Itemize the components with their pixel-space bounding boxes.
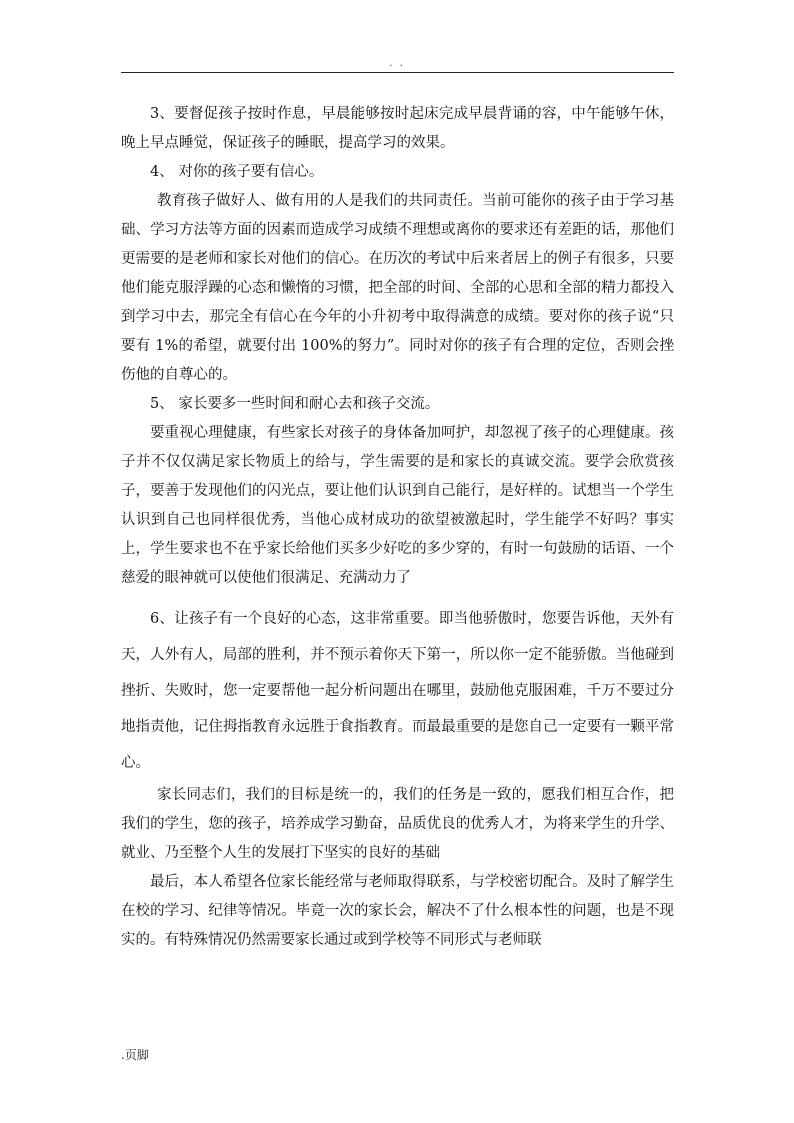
paragraph-closing-appeal: 家长同志们，我们的目标是统一的，我们的任务是一致的，愿我们相互合作，把我们的学生，您的孩子，培养成学习勤奋，品质优良的优秀人才，为将来学生的升学、就业、乃至整个人生的发展打下坚实的良好的基础	[121, 787, 674, 861]
heading-item-4: 4、 对你的孩子要有信心。	[150, 164, 324, 180]
paragraph-confidence: 教育孩子做好人、做有用的人是我们的共同责任。当前可能你的孩子由于学习基础、学习方法等方面的因素而造成学习成绩不理想或离你的要求还有差距的话，那他们更需要的是老师和家长对他们的信心。在历次的考试中后来者居上的例子有很多，只要他们能克服浮躁的心态和懒惰的习惯，把全部的时间、全部的心思和全部的精力都投入到学习中去，那完全有信心在今年的小升初考中取得满意的成绩。要对你的孩子说“只要有 1%的希望，就要付出 100%的努力”。同时对你的孩子有合理的定位，否则会挫伤他的自尊心的。	[121, 193, 674, 383]
paragraph-spacer	[121, 593, 674, 601]
page-header: . .	[389, 58, 405, 69]
document-body	[121, 100, 674, 955]
paragraph-item-6: 6、让孩子有一个良好的心态，这非常重要。即当他骄傲时，您要告诉他，天外有天，人外有人，局部的胜利，并不预示着你天下第一，所以你一定不能骄傲。当他碰到挫折、失败时，您一定要帮他一起分析问题出在哪里，鼓励他克服困难，千万不要过分地指责他，记住拇指教育永远胜于食指教育。而最最重要的是您自己一定要有一颗平常心。	[121, 611, 674, 771]
paragraph-item-3: 3、要督促孩子按时作息，早晨能够按时起床完成早晨背诵的容，中午能够午休，晚上早点睡觉，保证孩子的睡眠，提高学习的效果。	[121, 106, 674, 151]
header-divider	[121, 72, 674, 73]
page-footer: .页脚	[121, 1048, 149, 1062]
paragraph-communication: 要重视心理健康，有些家长对孩子的身体备加呵护，却忽视了孩子的心理健康。孩子并不仅仅满足家长物质上的给与，学生需要的是和家长的真诚交流。要学会欣赏孩子，要善于发现他们的闪光点，要让他们认识到自己能行，是好样的。试想当一个学生认识到自己也同样很优秀，当他心成材成功的欲望被激起时，学生能学不好吗？事实上，学生要求也不在乎家长给他们买多少好吃的多少穿的，有时一句鼓励的话语、一个慈爱的眼神就可以使他们很满足、充满动力了	[121, 425, 674, 586]
paragraph-final-request: 最后，本人希望各位家长能经常与老师取得联系，与学校密切配合。及时了解学生在校的学习、纪律等情况。毕竟一次的家长会，解决不了什么根本性的问题，也是不现实的。有特殊情况仍然需要家长通过或到学校等不同形式与老师联	[121, 874, 674, 948]
heading-item-5: 5、 家长要多一些时间和耐心去和孩子交流。	[150, 396, 440, 412]
